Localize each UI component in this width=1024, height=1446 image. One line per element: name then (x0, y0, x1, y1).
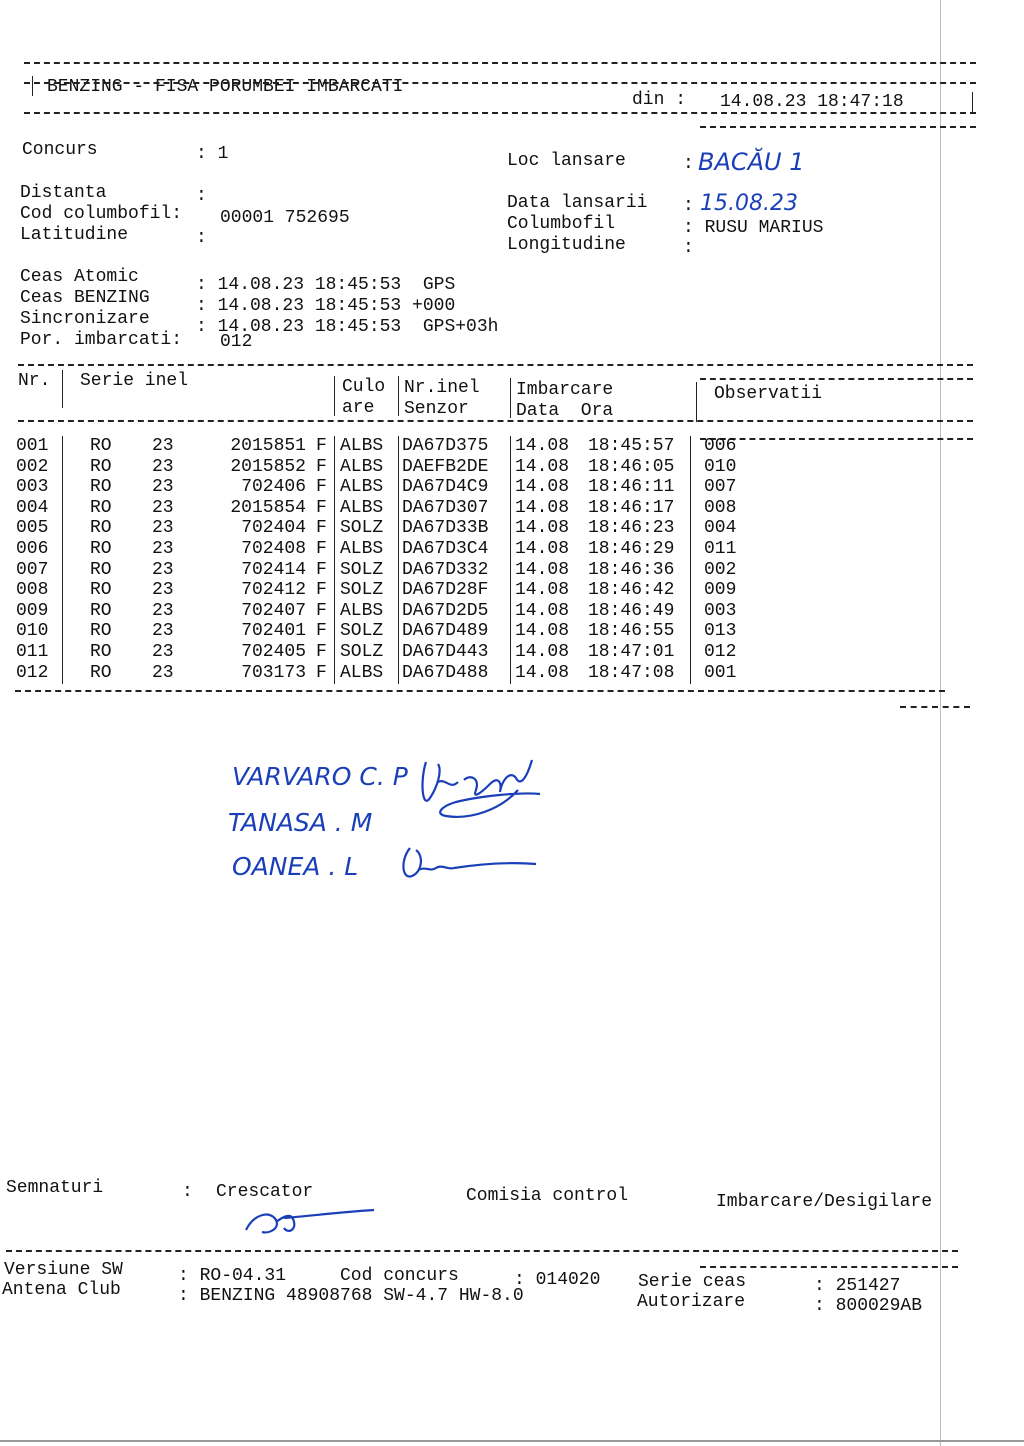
divider (62, 642, 63, 663)
cell-inel: 702404 (241, 518, 306, 539)
cell-nr: 002 (16, 456, 49, 477)
columbofil-value: : RUSU MARIUS (683, 218, 824, 238)
divider (398, 436, 399, 457)
divider (334, 376, 335, 416)
table-row (0, 518, 1024, 539)
divider (690, 580, 691, 601)
cell-ora: 18:46:17 (588, 497, 675, 518)
divider (334, 477, 335, 498)
cell-obs: 008 (704, 497, 737, 518)
cell-inel: 2015851 (230, 436, 306, 456)
divider (62, 560, 63, 581)
divider (900, 706, 970, 708)
concurs-label: Concurs (22, 140, 98, 160)
cell-inel: 2015854 (230, 497, 306, 518)
antena-club-label: Antena Club (2, 1280, 121, 1300)
cell-an: 23 (152, 559, 174, 580)
divider (24, 112, 976, 114)
cell-data: 14.08 (515, 477, 570, 498)
divider (510, 663, 511, 684)
table-row (0, 621, 1024, 642)
cell-an: 23 (152, 580, 174, 601)
divider (510, 436, 511, 457)
semnaturi-sep: : (182, 1182, 193, 1202)
col-header-culoare: Culo (342, 377, 386, 397)
cell-tara: RO (90, 621, 112, 642)
cell-ora: 18:46:23 (588, 518, 675, 539)
cell-culoare: ALBS (340, 497, 384, 518)
divider (398, 518, 399, 539)
divider (510, 621, 511, 642)
divider (510, 457, 511, 478)
divider (510, 518, 511, 539)
cell-sex: F (316, 600, 327, 621)
divider (700, 126, 976, 128)
cell-tara: RO (90, 518, 112, 539)
divider (62, 663, 63, 684)
divider (334, 518, 335, 539)
cell-ora: 18:46:36 (588, 559, 675, 580)
cell-inel: 702406 (241, 477, 306, 498)
cell-obs: 001 (704, 662, 737, 683)
cell-tara: RO (90, 642, 112, 662)
cell-senzor: DA67D4C9 (402, 477, 489, 498)
cell-sex: F (316, 642, 327, 662)
divider (398, 580, 399, 601)
cell-sex: F (316, 539, 327, 559)
cell-inel: 702407 (241, 600, 306, 621)
divider (62, 370, 63, 408)
cell-tara: RO (90, 477, 112, 498)
divider (334, 457, 335, 478)
divider (398, 621, 399, 642)
cell-inel: 2015852 (230, 456, 306, 477)
cell-ora: 18:46:29 (588, 539, 675, 559)
data-lansarii-sep: : (683, 196, 694, 216)
serie-ceas-value: : 251427 (814, 1276, 901, 1296)
data-lansarii-handwritten: 15.08.23 (700, 191, 798, 216)
sincronizare-value: : 14.08.23 18:45:53 GPS+03h (196, 317, 499, 337)
col-header-senzor: Nr.inel (404, 378, 480, 398)
divider (510, 539, 511, 560)
cell-an: 23 (152, 621, 174, 642)
cod-columbofil-value: 00001 752695 (220, 208, 350, 228)
divider (510, 498, 511, 519)
cell-an: 23 (152, 600, 174, 621)
table-row (0, 457, 1024, 478)
cell-tara: RO (90, 662, 112, 683)
cell-ora: 18:46:42 (588, 580, 675, 601)
cell-culoare: ALBS (340, 600, 384, 621)
divider (18, 364, 973, 366)
date-label: din : (632, 90, 687, 110)
cell-an: 23 (152, 436, 174, 456)
divider (700, 1266, 958, 1268)
cell-nr: 007 (16, 559, 49, 580)
col-header-imbarcare: Imbarcare (516, 380, 614, 400)
divider (24, 82, 976, 84)
divider (398, 376, 399, 416)
divider (690, 560, 691, 581)
sincronizare-label: Sincronizare (20, 309, 150, 329)
divider (62, 477, 63, 498)
cell-senzor: DA67D375 (402, 436, 489, 456)
divider (690, 477, 691, 498)
cell-inel: 702401 (241, 621, 306, 642)
cell-senzor: DA67D2D5 (402, 600, 489, 621)
divider (690, 539, 691, 560)
imbarcare-desigilare-label: Imbarcare/Desigilare (716, 1192, 933, 1212)
crescator-signature (240, 1204, 380, 1240)
cell-sex: F (316, 559, 327, 580)
autorizare-label: Autorizare (637, 1292, 746, 1312)
data-lansarii-label: Data lansarii (507, 193, 648, 213)
cell-an: 23 (152, 539, 174, 559)
divider (62, 539, 63, 560)
cell-obs: 006 (704, 436, 737, 456)
handwritten-name-2: TANASA . M (228, 808, 373, 837)
divider (62, 621, 63, 642)
divider (690, 498, 691, 519)
divider (334, 498, 335, 519)
col-header-serie: Serie inel (80, 371, 189, 391)
cell-obs: 004 (704, 518, 737, 539)
cell-culoare: ALBS (340, 539, 384, 559)
col-header-culoare-2: are (342, 398, 375, 418)
cell-tara: RO (90, 580, 112, 601)
divider (334, 621, 335, 642)
cell-obs: 011 (704, 539, 737, 559)
handwritten-signatures (390, 720, 570, 900)
cell-sex: F (316, 497, 327, 518)
handwritten-name-3: OANEA . L (232, 852, 359, 881)
ceas-atomic-label: Ceas Atomic (20, 267, 139, 287)
cell-ora: 18:46:05 (588, 456, 675, 477)
divider (18, 420, 973, 422)
cell-inel: 702408 (241, 539, 306, 559)
cell-culoare: ALBS (340, 662, 384, 683)
cell-nr: 008 (16, 580, 49, 601)
divider (510, 477, 511, 498)
cod-columbofil-label: Cod columbofil: (20, 204, 183, 224)
crescator-label: Crescator (216, 1182, 314, 1202)
longitudine-value: : (683, 238, 694, 258)
cell-ora: 18:46:55 (588, 621, 675, 642)
handwritten-name-1: VARVARO C. P (232, 762, 408, 791)
latitudine-label: Latitudine (20, 225, 129, 245)
cell-obs: 010 (704, 456, 737, 477)
divider (398, 539, 399, 560)
divider (398, 663, 399, 684)
divider (334, 601, 335, 622)
cell-culoare: SOLZ (340, 642, 384, 662)
cell-an: 23 (152, 642, 174, 662)
divider (696, 382, 697, 422)
divider (398, 642, 399, 663)
document-datetime: 14.08.23 18:47:18 (720, 92, 904, 112)
cell-culoare: ALBS (340, 436, 384, 456)
comisia-control-label: Comisia control (466, 1186, 629, 1206)
ceas-benzing-label: Ceas BENZING (20, 288, 150, 308)
table-row (0, 477, 1024, 498)
cell-tara: RO (90, 600, 112, 621)
concurs-value: : 1 (196, 144, 229, 164)
col-header-observatii: Observatii (714, 384, 823, 404)
cell-senzor: DA67D332 (402, 559, 489, 580)
loc-lansare-handwritten: BACĂU 1 (698, 148, 805, 176)
serie-ceas-label: Serie ceas (638, 1272, 747, 1292)
table-row (0, 601, 1024, 622)
cell-data: 14.08 (515, 539, 570, 559)
cell-culoare: ALBS (340, 477, 384, 498)
divider (398, 560, 399, 581)
cell-an: 23 (152, 662, 174, 683)
versiune-sw-label: Versiune SW (4, 1260, 123, 1280)
cell-data: 14.08 (515, 621, 570, 642)
cell-obs: 013 (704, 621, 737, 642)
cell-tara: RO (90, 456, 112, 477)
divider (690, 601, 691, 622)
page-edge-line (940, 0, 941, 1446)
ceas-benzing-value: : 14.08.23 18:45:53 +000 (196, 296, 456, 316)
divider (62, 601, 63, 622)
col-header-senzor-2: Senzor (404, 399, 469, 419)
cell-nr: 012 (16, 662, 49, 683)
cell-obs: 009 (704, 580, 737, 601)
divider (690, 642, 691, 663)
cell-nr: 003 (16, 477, 49, 498)
cell-senzor: DA67D443 (402, 642, 489, 662)
divider (334, 642, 335, 663)
cell-sex: F (316, 456, 327, 477)
cell-senzor: DA67D307 (402, 497, 489, 518)
divider (690, 663, 691, 684)
cell-obs: 002 (704, 559, 737, 580)
distanta-value: : (196, 186, 207, 206)
document-title: BENZING - FISA PORUMBEI IMBARCATI (47, 77, 404, 97)
cell-an: 23 (152, 456, 174, 477)
cell-nr: 004 (16, 497, 49, 518)
divider (334, 580, 335, 601)
cell-data: 14.08 (515, 559, 570, 580)
divider (510, 560, 511, 581)
cell-tara: RO (90, 539, 112, 559)
cell-inel: 703173 (241, 662, 306, 683)
cell-nr: 006 (16, 539, 49, 559)
cell-ora: 18:46:11 (588, 477, 675, 498)
cell-senzor: DAEFB2DE (402, 456, 489, 477)
divider (62, 498, 63, 519)
cell-ora: 18:46:49 (588, 600, 675, 621)
cell-culoare: ALBS (340, 456, 384, 477)
cell-inel: 702414 (241, 559, 306, 580)
table-row (0, 498, 1024, 519)
porumbei-imbarcati-label: Por. imbarcati: (20, 330, 183, 350)
table-row (0, 539, 1024, 560)
columbofil-label: Columbofil (507, 214, 616, 234)
divider (334, 539, 335, 560)
longitudine-label: Longitudine (507, 235, 626, 255)
loc-lansare-label: Loc lansare (507, 151, 626, 171)
cell-an: 23 (152, 518, 174, 539)
col-header-nr: Nr. (18, 371, 51, 391)
divider (700, 378, 973, 380)
cell-culoare: SOLZ (340, 621, 384, 642)
cell-nr: 009 (16, 600, 49, 621)
cell-data: 14.08 (515, 642, 570, 662)
divider (398, 477, 399, 498)
cell-an: 23 (152, 497, 174, 518)
latitudine-value: : (196, 228, 207, 248)
divider (6, 1250, 958, 1252)
cell-culoare: SOLZ (340, 559, 384, 580)
cell-ora: 18:47:01 (588, 642, 675, 662)
cell-data: 14.08 (515, 497, 570, 518)
divider (62, 518, 63, 539)
cell-data: 14.08 (515, 662, 570, 683)
divider (690, 457, 691, 478)
divider (510, 642, 511, 663)
divider (690, 518, 691, 539)
cell-culoare: SOLZ (340, 580, 384, 601)
semnaturi-label: Semnaturi (6, 1178, 104, 1198)
divider (972, 92, 973, 112)
divider (398, 601, 399, 622)
divider (510, 378, 511, 418)
cell-sex: F (316, 580, 327, 601)
cell-ora: 18:47:08 (588, 662, 675, 683)
cell-senzor: DA67D488 (402, 662, 489, 683)
cell-obs: 007 (704, 477, 737, 498)
cod-concurs-label: Cod concurs (340, 1266, 459, 1286)
ceas-atomic-value: : 14.08.23 18:45:53 GPS (196, 275, 456, 295)
table-row (0, 560, 1024, 581)
cell-obs: 012 (704, 642, 737, 662)
cell-tara: RO (90, 497, 112, 518)
cell-sex: F (316, 477, 327, 498)
divider (690, 621, 691, 642)
cell-nr: 010 (16, 621, 49, 642)
cell-sex: F (316, 621, 327, 642)
cod-concurs-value: : 014020 (514, 1270, 601, 1290)
divider (62, 457, 63, 478)
cell-senzor: DA67D33B (402, 518, 489, 539)
cell-an: 23 (152, 477, 174, 498)
table-row (0, 436, 1024, 457)
divider (32, 76, 33, 96)
page-bottom-edge (0, 1440, 1024, 1442)
cell-inel: 702405 (241, 642, 306, 662)
divider (334, 560, 335, 581)
divider (510, 601, 511, 622)
divider (334, 436, 335, 457)
cell-senzor: DA67D28F (402, 580, 489, 601)
cell-sex: F (316, 436, 327, 456)
table-row (0, 642, 1024, 663)
cell-data: 14.08 (515, 436, 570, 456)
cell-data: 14.08 (515, 600, 570, 621)
antena-club-value: : BENZING 48908768 SW-4.7 HW-8.0 (178, 1286, 524, 1306)
distanta-label: Distanta (20, 183, 107, 203)
divider (398, 498, 399, 519)
col-header-imbarcare-2: Data Ora (516, 401, 614, 421)
loc-lansare-sep: : (683, 154, 694, 174)
divider (24, 62, 976, 64)
cell-ora: 18:45:57 (588, 436, 675, 456)
cell-sex: F (316, 662, 327, 683)
cell-tara: RO (90, 436, 112, 456)
cell-data: 14.08 (515, 580, 570, 601)
table-row (0, 580, 1024, 601)
divider (398, 457, 399, 478)
porumbei-imbarcati-value: 012 (220, 332, 253, 352)
cell-nr: 001 (16, 436, 49, 456)
cell-obs: 003 (704, 600, 737, 621)
cell-inel: 702412 (241, 580, 306, 601)
divider (510, 580, 511, 601)
cell-data: 14.08 (515, 456, 570, 477)
divider (334, 663, 335, 684)
divider (62, 436, 63, 457)
cell-sex: F (316, 518, 327, 539)
cell-senzor: DA67D3C4 (402, 539, 489, 559)
divider (15, 690, 945, 692)
versiune-sw-value: : RO-04.31 (178, 1266, 287, 1286)
cell-nr: 005 (16, 518, 49, 539)
cell-culoare: SOLZ (340, 518, 384, 539)
cell-senzor: DA67D489 (402, 621, 489, 642)
table-row (0, 663, 1024, 684)
cell-data: 14.08 (515, 518, 570, 539)
cell-tara: RO (90, 559, 112, 580)
cell-nr: 011 (16, 642, 49, 662)
divider (62, 580, 63, 601)
divider (690, 436, 691, 457)
autorizare-value: : 800029AB (814, 1296, 923, 1316)
